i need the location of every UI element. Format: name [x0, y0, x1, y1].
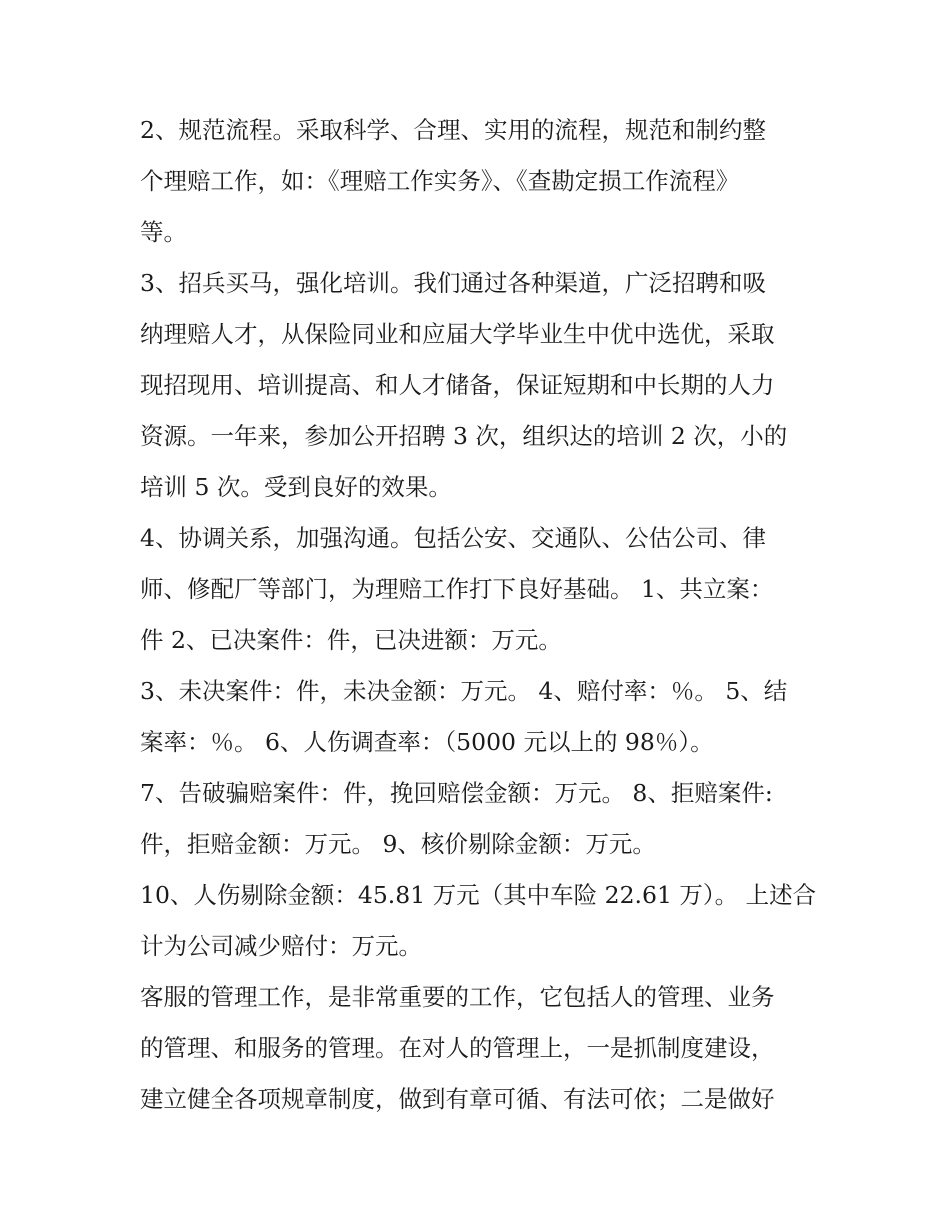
text-line: 的管理、和服务的管理。在对人的管理上，一是抓制度建设，: [140, 1034, 775, 1062]
text-line: 4、协调关系，加强沟通。包括公安、交通队、公估公司、律: [140, 524, 766, 552]
text-line: 3、招兵买马，强化培训。我们通过各种渠道，广泛招聘和吸: [140, 269, 766, 297]
text-line: 3、未决案件：件，未决金额：万元。 4、赔付率：％。 5、结: [140, 677, 788, 705]
text-line: 件，拒赔金额：万元。 9、核价剔除金额：万元。: [140, 830, 656, 858]
text-line: 等。: [140, 218, 187, 246]
text-line: 计为公司减少赔付：万元。: [140, 932, 422, 960]
text-line: 个理赔工作，如：《理赔工作实务》、《查勘定损工作流程》: [140, 167, 740, 195]
text-line: 师、修配厂等部门，为理赔工作打下良好基础。 1、共立案：: [140, 575, 774, 603]
text-line: 10、人伤剔除金额：45.81 万元（其中车险 22.61 万）。 上述合: [140, 881, 817, 909]
text-line: 资源。一年来，参加公开招聘 3 次，组织达的培训 2 次，小的: [140, 422, 788, 450]
text-line: 7、告破骗赔案件：件，挽回赔偿金额：万元。 8、拒赔案件:: [140, 779, 773, 807]
text-line: 2、规范流程。采取科学、合理、实用的流程，规范和制约整: [140, 116, 766, 144]
text-line: 客服的管理工作，是非常重要的工作，它包括人的管理、业务: [140, 983, 775, 1011]
text-line: 纳理赔人才，从保险同业和应届大学毕业生中优中选优，采取: [140, 320, 775, 348]
text-line: 案率：％。 6、人伤调查率：（5000 元以上的 98％）。: [140, 728, 714, 756]
text-line: 现招现用、培训提高、和人才储备，保证短期和中长期的人力: [140, 371, 775, 399]
document-body: [140, 105, 820, 1125]
text-line: 件 2、已决案件：件，已决进额：万元。: [140, 626, 562, 654]
text-line: 培训 5 次。受到良好的效果。: [140, 473, 452, 501]
text-line: 建立健全各项规章制度，做到有章可循、有法可依；二是做好: [140, 1085, 775, 1113]
